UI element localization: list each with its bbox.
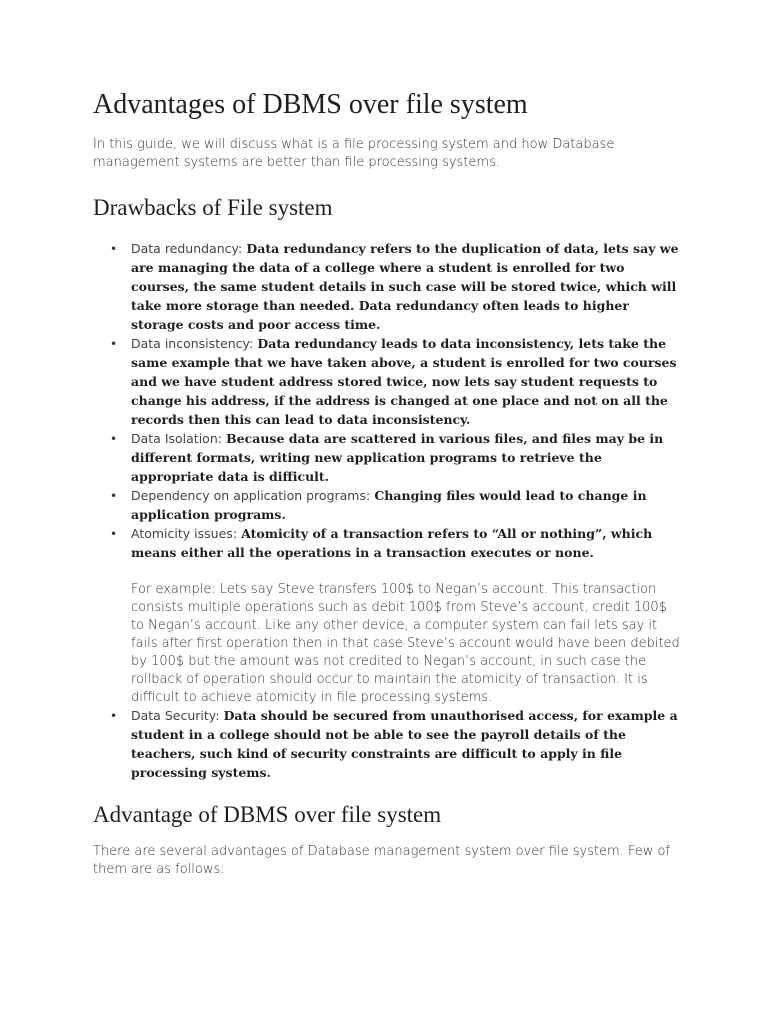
- bullet-icon: •: [110, 432, 118, 446]
- page-title: Advantages of DBMS over file system: [93, 89, 528, 120]
- list-item-data-inconsistency: [93, 335, 683, 430]
- item-description: Data redundancy refers to the duplication of data, lets say we are managing the data of a college where a student is enrolled for two courses, the same student details in such case will be stored twice, which will take more storage than needed. Data redundancy often leads to higher storage costs and poor access time.: [131, 241, 679, 332]
- item-description: Changing files would lead to change in application programs.: [131, 488, 647, 522]
- intro-paragraph: In this guide, we will discuss what is a file processing system and how Database management systems are better than file processing systems.: [93, 137, 615, 170]
- bullet-icon: •: [110, 337, 118, 351]
- advantage-heading: Advantage of DBMS over file system: [93, 802, 442, 827]
- item-label: Data inconsistency:: [131, 336, 254, 351]
- list-item-data-isolation: [93, 430, 683, 487]
- list-item-data-security: [93, 707, 683, 783]
- list-item-atomicity: [93, 525, 683, 707]
- item-label: Dependency on application programs:: [131, 488, 371, 503]
- item-label: Data redundancy:: [131, 241, 243, 256]
- bullet-icon: •: [110, 242, 118, 256]
- list-item-data-redundancy: [93, 240, 683, 335]
- item-label: Data Isolation:: [131, 431, 222, 446]
- drawbacks-list: [93, 240, 683, 783]
- item-description: Data should be secured from unauthorised access, for example a student in a college should not be able to see the payroll details of the teachers, such kind of security constraints are difficult to apply in file processing systems.: [131, 708, 678, 780]
- advantage-paragraph: There are several advantages of Database management system over file system. Few of them are as follows:: [93, 844, 671, 877]
- atomicity-example: For example: Lets say Steve transfers 100$ to Negan’s account. This transaction consists multiple operations such as debit 100$ from Steve’s account, credit 100$ to Negan’s account. Like any other device, a computer system can fail lets say it fails after first operation then in that case Steve’s account would have been debited by 100$ but the amount was not credited to Negan’s account, in such case the rollback of operation should occur to maintain the atomicity of transaction. It is difficult to achieve atomicity in file processing systems.: [131, 582, 680, 705]
- bullet-icon: •: [110, 709, 118, 723]
- item-description: Data redundancy leads to data inconsistency, lets take the same example that we have taken above, a student is enrolled for two courses and we have student address stored twice, now lets say student requests to change his address, if the address is changed at one place and not on all the records then this can lead to data inconsistency.: [131, 336, 677, 427]
- item-description: Because data are scattered in various files, and files may be in different formats, writing new application programs to retrieve the appropriate data is difficult.: [131, 431, 664, 484]
- item-description: Atomicity of a transaction refers to “All or nothing”, which means either all the operations in a transaction executes or none.: [131, 526, 653, 560]
- document-page: [93, 88, 683, 879]
- list-item-dependency: [93, 487, 683, 525]
- item-label: Atomicity issues:: [131, 526, 237, 541]
- bullet-icon: •: [110, 489, 118, 503]
- item-label: Data Security:: [131, 708, 220, 723]
- drawbacks-heading: Drawbacks of File system: [93, 195, 333, 220]
- bullet-icon: •: [110, 527, 118, 541]
